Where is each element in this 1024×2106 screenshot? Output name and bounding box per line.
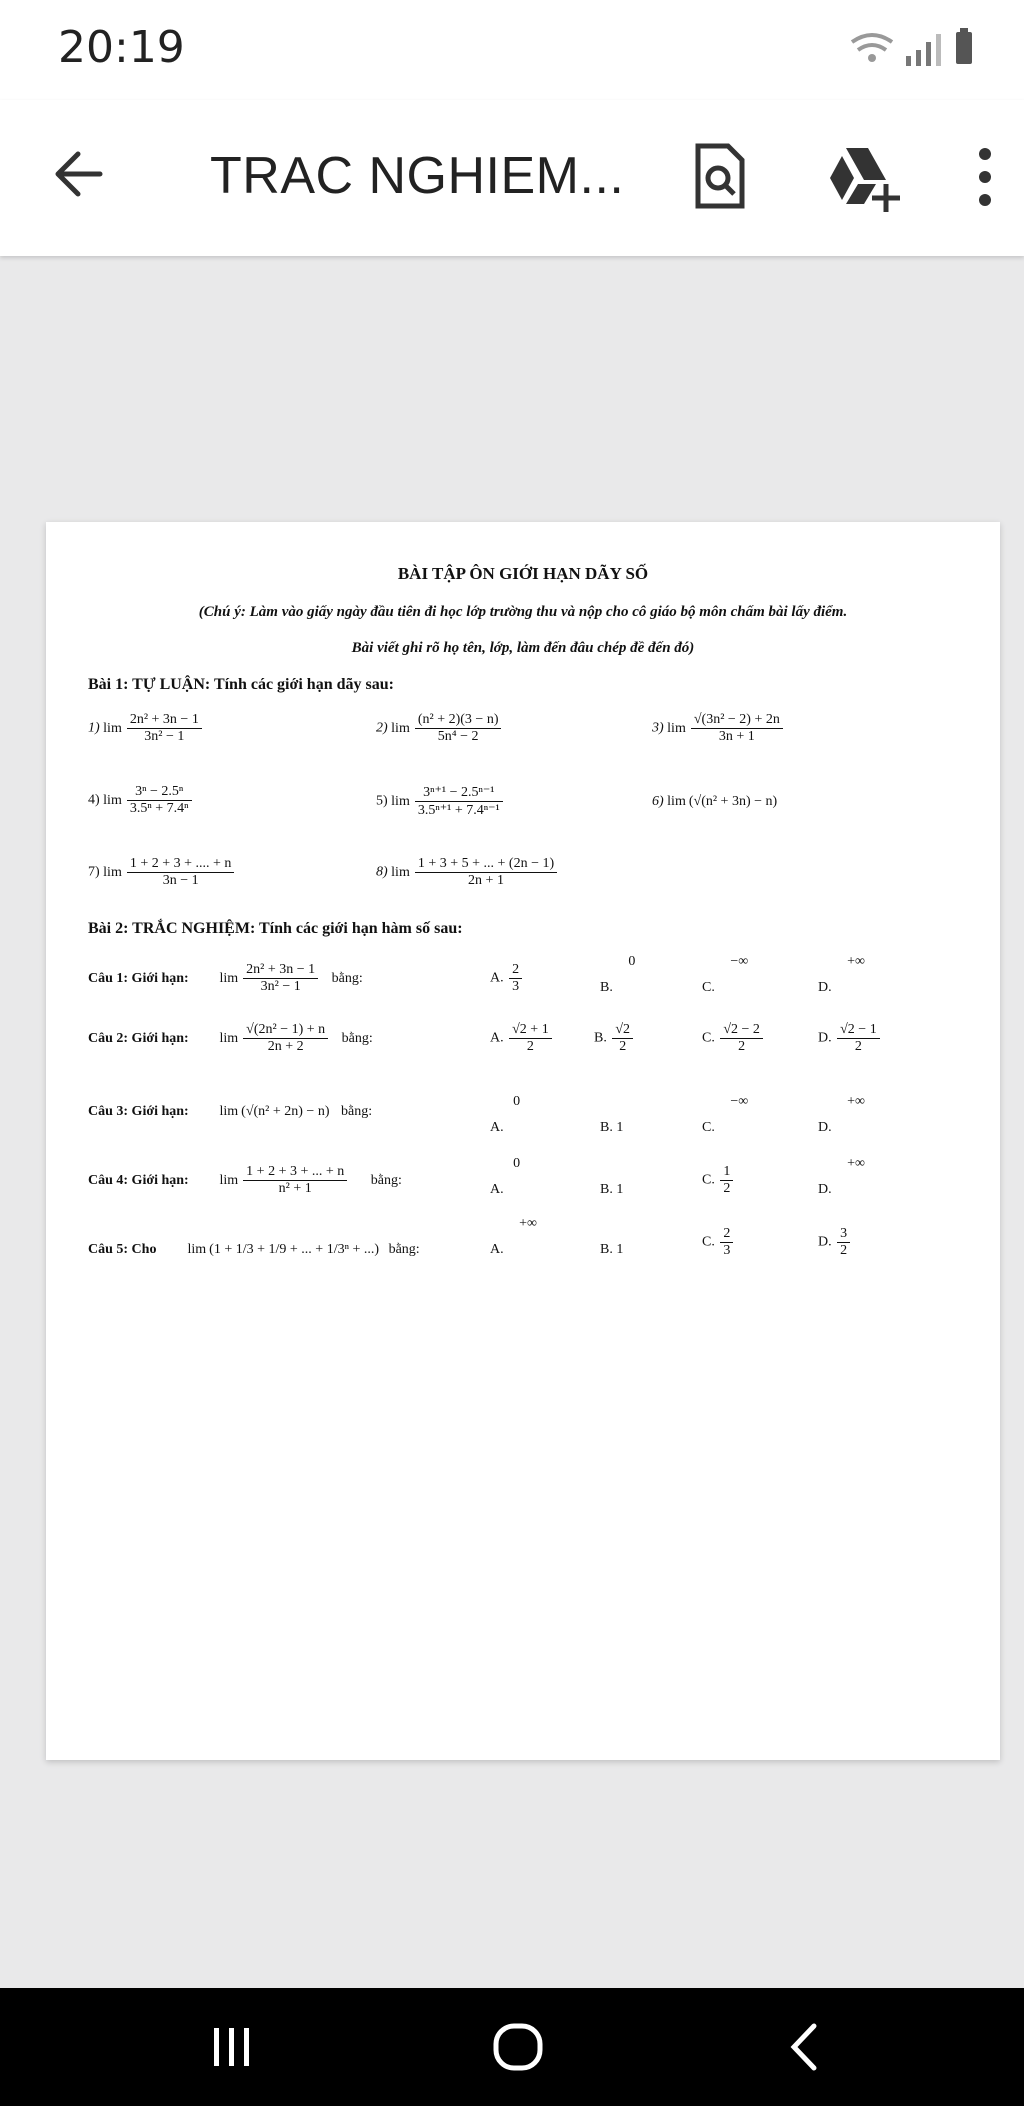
numerator: √2 − 2 (720, 1022, 763, 1039)
q4-option-c (702, 1164, 735, 1197)
numerator: 2 (720, 1226, 733, 1243)
denominator: 3.5ⁿ + 7.4ⁿ (129, 801, 189, 816)
option-letter: B. (600, 980, 613, 995)
option-value: −∞ (730, 954, 749, 969)
recent-apps-icon[interactable] (208, 2022, 256, 2072)
question-label: Câu 1: Giới hạn: (88, 970, 189, 986)
lim-symbol: lim (667, 720, 686, 736)
numerator: 1 (720, 1164, 733, 1181)
q3-option-c (702, 1094, 749, 1135)
doc-note-line1: (Chú ý: Làm vào giấy ngày đầu tiên đi học lớp trường thu và nộp cho cô giáo bộ môn chấm bài lấy điểm. (198, 604, 848, 620)
numerator: (n² + 2)(3 − n) (415, 712, 502, 729)
option-letter: B. (594, 1030, 607, 1046)
numerator: 1 + 2 + 3 + .... + n (127, 856, 235, 873)
option-value: 0 (628, 954, 636, 969)
denominator: 3 (723, 1243, 731, 1258)
question-label: Câu 3: Giới hạn: (88, 1104, 189, 1120)
denominator: 3.5ⁿ⁺¹ + 7.4ⁿ⁻¹ (417, 803, 500, 818)
numerator: 2 (509, 962, 522, 979)
document-title: TRAC NGHIEM... (210, 147, 625, 205)
more-options-icon[interactable] (970, 142, 1000, 212)
numerator: 3ⁿ⁺¹ − 2.5ⁿ⁻¹ (415, 784, 503, 802)
problem-4 (88, 784, 194, 817)
q2-option-d (818, 1022, 882, 1055)
add-to-drive-icon[interactable] (824, 142, 904, 212)
problem-8 (376, 856, 559, 889)
denominator: 2 (738, 1039, 746, 1054)
back-nav-icon[interactable] (784, 2020, 824, 2074)
q4-option-b: B. 1 (600, 1182, 624, 1197)
question-label: Câu 4: Giới hạn: (88, 1172, 189, 1188)
problem-label: 5) (376, 793, 388, 809)
option-value: 0 (513, 1156, 521, 1171)
q1-option-b (600, 954, 636, 995)
problem-7 (88, 856, 236, 889)
problem-label: 2) (376, 720, 388, 736)
problem-label: 7) (88, 864, 100, 880)
option-letter: A. (490, 1030, 504, 1046)
q5-option-d (818, 1226, 852, 1259)
numerator: 3ⁿ − 2.5ⁿ (127, 784, 192, 801)
numerator: √2 − 1 (837, 1022, 880, 1039)
question-label: Câu 5: Cho (88, 1242, 157, 1258)
lim-symbol: lim (187, 1242, 207, 1257)
document-page (46, 522, 1000, 1760)
option-letter: D. (818, 1182, 832, 1197)
question-label: Câu 2: Giới hạn: (88, 1030, 189, 1046)
denominator: n² + 1 (278, 1181, 312, 1196)
option-value: +∞ (847, 1094, 866, 1109)
q1-option-d (818, 954, 866, 995)
question-5 (88, 1242, 420, 1258)
option-value: +∞ (519, 1216, 538, 1231)
question-suffix: bằng: (341, 1030, 373, 1046)
option-value: −∞ (730, 1094, 749, 1109)
denominator: 3n − 1 (162, 873, 199, 888)
numerator: 2n² + 3n − 1 (127, 712, 202, 729)
q3-option-b: B. 1 (600, 1120, 624, 1135)
option-value: +∞ (847, 954, 866, 969)
option-value: 0 (513, 1094, 521, 1109)
status-time: 20:19 (58, 22, 185, 73)
doc-heading: BÀI TẬP ÔN GIỚI HẠN DÃY SỐ (397, 564, 649, 583)
q5-option-a (490, 1216, 538, 1257)
q3-option-d (818, 1094, 866, 1135)
lim-symbol: lim (391, 793, 410, 809)
option-letter: A. (490, 1242, 504, 1257)
q2-option-c (702, 1022, 765, 1055)
app-bar (0, 100, 1024, 256)
denominator: 3 (512, 979, 520, 994)
problem-6 (652, 794, 777, 810)
q1-option-c (702, 954, 749, 995)
denominator: 2 (854, 1039, 862, 1054)
section-bai1: Bài 1: TỰ LUẬN: Tính các giới hạn dãy sau: (88, 676, 394, 693)
numerator: 2n² + 3n − 1 (243, 962, 318, 979)
numerator: 1 + 2 + 3 + ... + n (243, 1164, 347, 1181)
problem-label: 4) (88, 792, 100, 808)
navigation-bar (0, 1988, 1024, 2106)
denominator: 5n⁴ − 2 (437, 729, 479, 744)
q4-option-a (490, 1156, 521, 1197)
denominator: 2 (840, 1243, 848, 1258)
problem-5 (376, 784, 505, 819)
q4-option-d (818, 1156, 866, 1197)
lim-symbol: lim (103, 792, 122, 808)
question-4 (88, 1164, 402, 1197)
problem-label: 1) (88, 720, 100, 736)
problem-2 (376, 712, 503, 745)
numerator: 1 + 3 + 5 + ... + (2n − 1) (415, 856, 557, 873)
option-letter: A. (490, 1120, 504, 1135)
option-letter: D. (818, 1120, 832, 1135)
expression: (√(n² + 2n) − n) (241, 1104, 330, 1120)
lim-symbol: lim (391, 864, 410, 880)
option-letter: A. (490, 1182, 504, 1197)
q2-option-b (594, 1022, 635, 1055)
question-suffix: bằng: (388, 1242, 420, 1258)
question-suffix: bằng: (370, 1172, 402, 1188)
denominator: 2 (723, 1181, 731, 1196)
back-arrow-icon[interactable] (48, 144, 108, 204)
document-search-icon[interactable] (692, 142, 748, 212)
section-bai2: Bài 2: TRẮC NGHIỆM: Tính các giới hạn hàm số sau: (88, 920, 463, 937)
q5-option-c (702, 1226, 735, 1259)
problem-label: 8) (376, 864, 388, 880)
doc-note-line2: Bài viết ghi rõ họ tên, lớp, làm đến đâu chép đề đến đó) (351, 640, 695, 656)
option-letter: C. (702, 980, 715, 995)
lim-symbol: lim (391, 720, 410, 736)
option-letter: C. (702, 1172, 715, 1188)
denominator: 3n + 1 (718, 729, 755, 744)
numerator: 3 (837, 1226, 850, 1243)
problem-3 (652, 712, 785, 745)
q1-option-a (490, 962, 524, 995)
option-letter: D. (818, 980, 832, 995)
expression: (√(n² + 3n) − n) (688, 794, 778, 810)
q5-option-b: B. 1 (600, 1242, 624, 1257)
wifi-signal-battery-icon (844, 26, 984, 70)
question-suffix: bằng: (341, 1104, 373, 1120)
problem-1 (88, 712, 204, 745)
option-letter: D. (818, 1030, 832, 1046)
denominator: 2 (526, 1039, 534, 1054)
lim-symbol: lim (219, 1172, 239, 1188)
lim-symbol: lim (219, 1104, 239, 1119)
lim-symbol: lim (667, 794, 686, 809)
option-letter: D. (818, 1234, 832, 1250)
option-value: +∞ (847, 1156, 866, 1171)
option-letter: C. (702, 1120, 715, 1135)
status-icons (844, 26, 984, 75)
question-2 (88, 1022, 373, 1055)
lim-symbol: lim (103, 864, 122, 880)
numerator: √(3n² − 2) + 2n (691, 712, 783, 729)
denominator: 3n² − 1 (260, 979, 301, 994)
question-3 (88, 1104, 372, 1120)
numerator: √2 (612, 1022, 633, 1039)
numerator: √2 + 1 (509, 1022, 552, 1039)
denominator: 2n + 1 (468, 873, 504, 888)
lim-symbol: lim (103, 720, 122, 736)
option-letter: C. (702, 1030, 715, 1046)
denominator: 2n + 2 (267, 1039, 304, 1054)
question-suffix: bằng: (331, 970, 363, 986)
home-icon[interactable] (490, 2020, 546, 2074)
status-bar (0, 0, 1024, 100)
option-letter: C. (702, 1234, 715, 1250)
q3-option-a (490, 1094, 521, 1135)
lim-symbol: lim (219, 1030, 239, 1046)
question-1 (88, 962, 363, 995)
denominator: 3n² − 1 (144, 729, 185, 744)
q2-option-a (490, 1022, 554, 1055)
denominator: 2 (619, 1039, 627, 1054)
problem-label: 3) (652, 720, 664, 736)
expression: (1 + 1/3 + 1/9 + ... + 1/3ⁿ + ...) (209, 1242, 380, 1258)
lim-symbol: lim (219, 970, 239, 986)
problem-label: 6) (652, 794, 664, 810)
option-letter: A. (490, 970, 504, 986)
numerator: √(2n² − 1) + n (243, 1022, 328, 1039)
